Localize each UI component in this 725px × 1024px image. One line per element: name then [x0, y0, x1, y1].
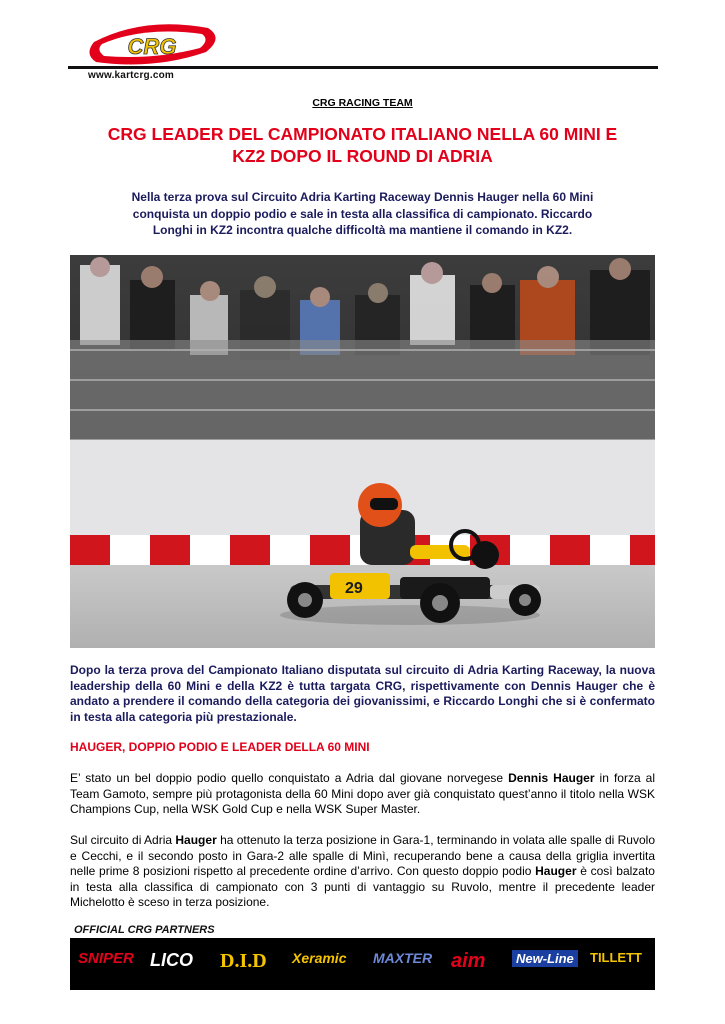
paragraph-adria-results — [70, 833, 655, 911]
text-run: Sul circuito di Adria — [70, 833, 176, 847]
partner-logo-maxter: MAXTER — [373, 950, 433, 966]
intro-line-1: Nella terza prova sul Circuito Adria Karting Raceway Dennis Hauger nella 60 Mini — [131, 190, 594, 204]
intro-line-2: conquista un doppio podio e sale in testa alla classifica di campionato. Riccardo — [132, 206, 593, 221]
crg-logo — [84, 22, 224, 70]
paragraph-summary: Dopo la terza prova del Campionato Italiano disputata sul circuito di Adria Karting Raceway, la nuova leadership della 60 Mini e della KZ2 è tutta targata CRG, rispettivamente con Dennis Hauger che è andato a prendere il comando della categoria dei giovanissimi, e Riccardo Longhi che si è confermato in testa alla categoria più prestazionale. — [70, 663, 655, 724]
partners-title: OFFICIAL CRG PARTNERS — [74, 924, 215, 936]
partner-logo-xeramic: Xeramic — [292, 950, 347, 966]
header-divider — [68, 66, 658, 69]
partner-logo-lico: LICO — [150, 950, 193, 970]
text-run: in forza al Team Gamoto, sempre più protagonista della 60 Mini dopo aver già conquistato quest’anno il titolo nella WSK Champions Cup, nella WSK Gold Cup e nella WSK Super Master. — [70, 771, 656, 817]
text-run: ha ottenuto la terza posizione in Gara-1, terminando in volata alle spalle di Ruvolo e Cecchi, e il secondo posto in Gara-2 alle spalle di Minì, recuperando bene a causa della griglia invertita nelle prime 8 posizioni rispetto al precedente ordine d’arrivo. Con questo doppio podio — [70, 833, 655, 879]
partner-logo-did: D.I.D — [220, 950, 267, 972]
driver-name: Hauger — [535, 864, 577, 879]
driver-name: Dennis Hauger — [508, 771, 595, 785]
website-url[interactable]: www.kartcrg.com — [88, 70, 174, 81]
text-run: E’ stato un bel doppio podio quello conquistato a Adria dal giovane norvegese — [70, 771, 509, 785]
page-header — [68, 18, 658, 88]
headline-line-2: KZ2 DOPO IL ROUND DI ADRIA — [232, 146, 493, 166]
partners-bar — [70, 938, 655, 990]
partner-logo-tillett: TILLETT — [590, 950, 642, 965]
partner-logo-sniper: SNIPER — [78, 950, 134, 967]
paragraph-hauger-podium — [70, 771, 655, 818]
team-label: CRG RACING TEAM — [312, 97, 413, 109]
race-photo — [70, 255, 655, 648]
partner-logo-aim: aim — [451, 950, 486, 972]
headline — [70, 123, 655, 167]
svg-text:CRG: CRG — [127, 34, 177, 59]
driver-name: Hauger — [175, 833, 217, 847]
intro-line-3: Longhi in KZ2 incontra qualche difficoltà ma mantiene il comando in KZ2. — [152, 223, 573, 237]
headline-line-1: CRG LEADER DEL CAMPIONATO ITALIANO NELLA 60 MINI E — [107, 124, 618, 144]
intro-summary — [70, 189, 655, 239]
section-heading: HAUGER, DOPPIO PODIO E LEADER DELLA 60 MINI — [70, 740, 370, 754]
kart-number: 29 — [345, 580, 363, 597]
text-run: è così balzato in testa alla classifica di campionato con 3 punti di vantaggio su Ruvolo, mentre il precedente leader Michelotto è sceso in terza posizione. — [70, 864, 655, 910]
partner-logo-newline: New-Line — [512, 950, 578, 967]
kart-race-illustration — [70, 255, 655, 648]
